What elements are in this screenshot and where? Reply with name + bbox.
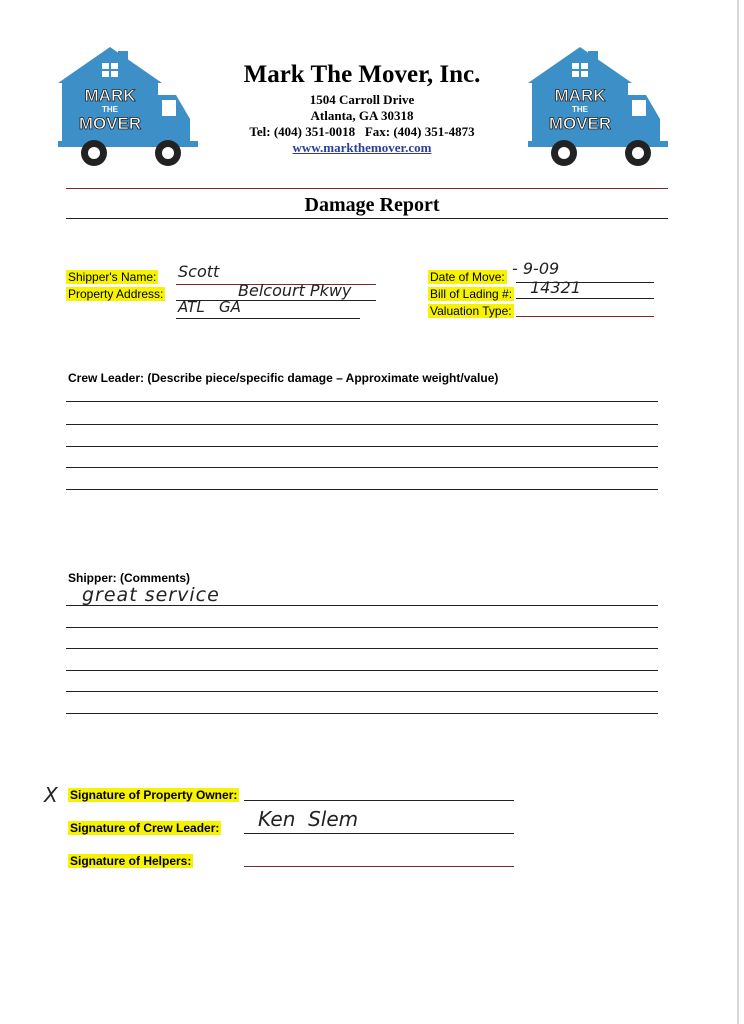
- logo-line1-right: MARK: [554, 86, 606, 105]
- title-bottom-rule: [66, 218, 668, 219]
- bill-of-lading-line: [516, 298, 654, 299]
- company-header: [200, 60, 524, 156]
- date-of-move-value: - 9-09: [512, 259, 560, 278]
- property-address-label: Property Address:: [68, 287, 164, 301]
- mark-the-mover-logo-left: [58, 45, 198, 170]
- report-title: Damage Report: [304, 194, 440, 216]
- crew-leader-line-3: [66, 446, 658, 447]
- shipper-name-value: Scott: [178, 262, 220, 281]
- crew-leader-line-2: [66, 424, 658, 425]
- company-name: Mark The Mover, Inc.: [243, 61, 481, 88]
- logo-line3-right: MOVER: [548, 114, 612, 133]
- logo-line2: THE: [102, 105, 118, 114]
- logo-line2-right: THE: [572, 105, 588, 114]
- crew-leader-label: Crew Leader: (Describe piece/specific damage – Approximate weight/value): [68, 371, 499, 385]
- shipper-comments-label: Shipper: (Comments): [68, 571, 191, 585]
- mark-the-mover-logo-right: [528, 45, 668, 170]
- company-street: 1504 Carroll Drive: [309, 92, 415, 107]
- crew-leader-line-5: [66, 489, 658, 490]
- company-phones: Tel: (404) 351-0018 Fax: (404) 351-4873: [249, 124, 475, 139]
- crew-leader-signature: Ken Slem: [258, 807, 359, 831]
- bill-of-lading-value: 14321: [530, 278, 581, 297]
- title-top-rule: [66, 188, 668, 189]
- helpers-signature-line: [244, 866, 514, 867]
- logo-line1: MARK: [84, 86, 136, 105]
- shipper-comments-line-6: [66, 713, 658, 714]
- valuation-type-line: [516, 316, 654, 317]
- crew-leader-signature-line: [244, 833, 514, 834]
- helpers-signature-label: Signature of Helpers:: [70, 854, 192, 868]
- crew-leader-line-4: [66, 467, 658, 468]
- shipper-comments-line-5: [66, 691, 658, 692]
- property-address-line2: ATL GA: [178, 298, 241, 316]
- property-address-line-2: [176, 318, 360, 319]
- scan-edge: [737, 0, 739, 1024]
- shipper-comments-line-4: [66, 670, 658, 671]
- shipper-comments-value: great service: [82, 584, 220, 606]
- date-of-move-label: Date of Move:: [430, 270, 505, 284]
- shipper-comments-line-1: [66, 605, 658, 606]
- crew-leader-line-1: [66, 401, 658, 402]
- shipper-comments-line-2: [66, 627, 658, 628]
- logo-line3: MOVER: [78, 114, 142, 133]
- company-city: Atlanta, GA 30318: [310, 108, 414, 123]
- company-website-link[interactable]: www.markthemover.com: [292, 140, 432, 155]
- owner-signature-mark: X: [44, 783, 58, 807]
- shipper-comments-line-3: [66, 648, 658, 649]
- bill-of-lading-label: Bill of Lading #:: [430, 287, 513, 301]
- valuation-type-label: Valuation Type:: [430, 304, 512, 318]
- property-address-line1: Belcourt Pkwy: [238, 281, 352, 300]
- crew-leader-signature-label: Signature of Crew Leader:: [70, 821, 220, 835]
- shipper-name-label: Shipper's Name:: [68, 270, 157, 284]
- owner-signature-label: Signature of Property Owner:: [70, 788, 238, 802]
- owner-signature-line: [244, 800, 514, 801]
